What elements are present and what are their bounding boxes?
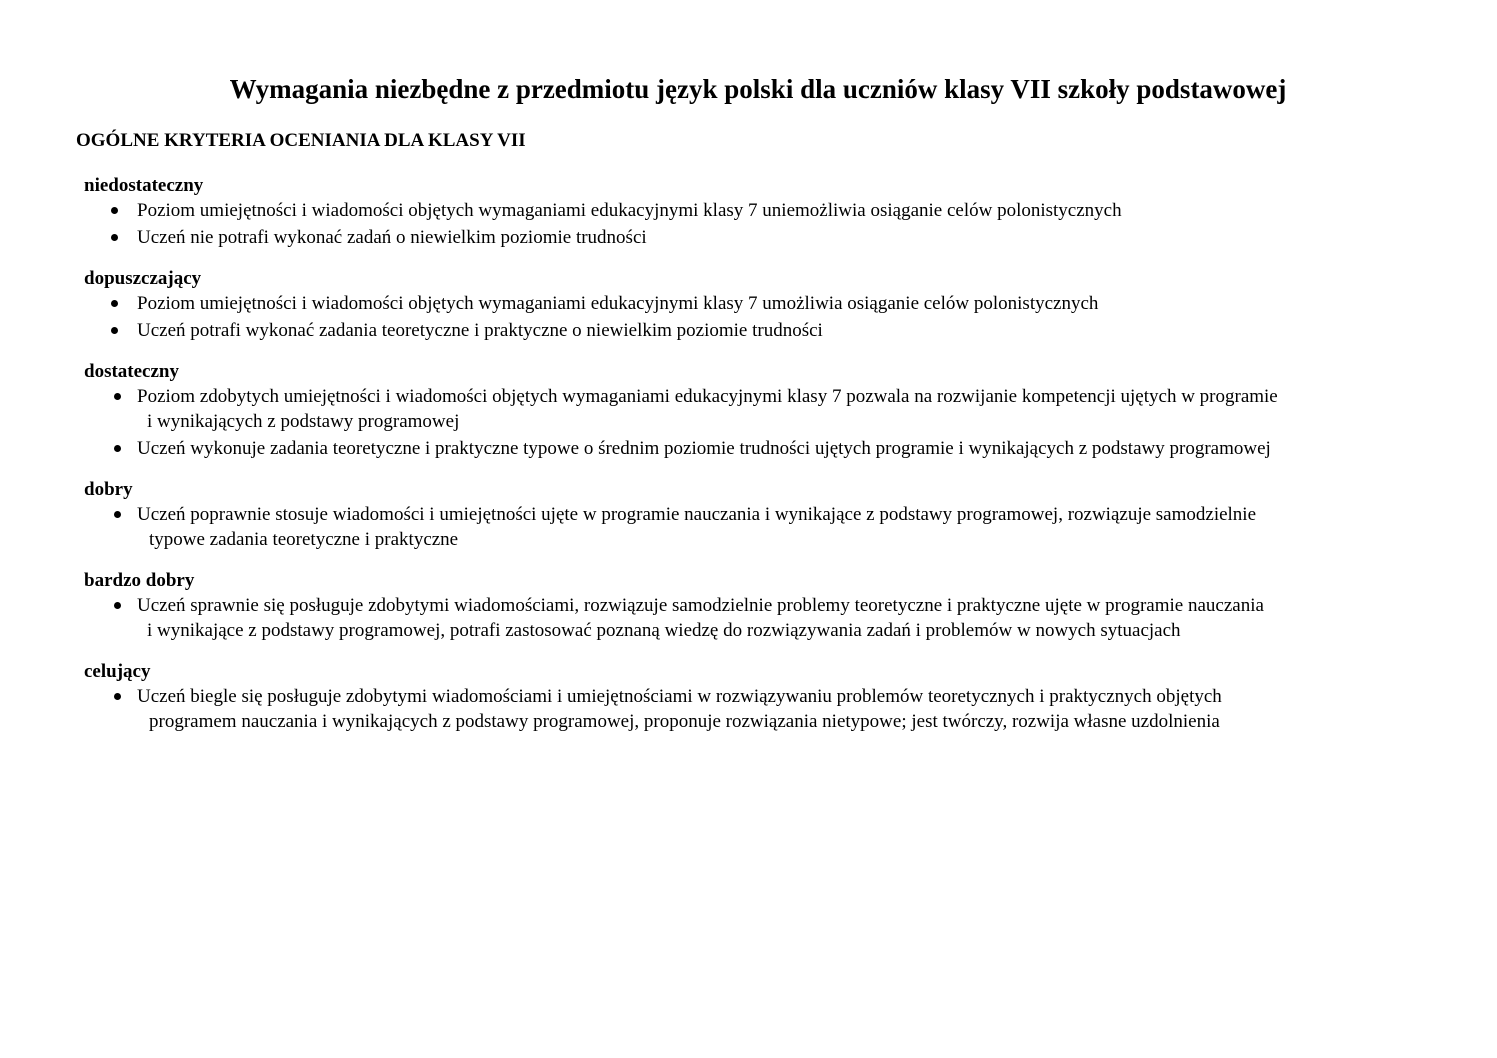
grade-section-dobry <box>0 478 1497 552</box>
criterion-item <box>0 198 1497 223</box>
criterion-item <box>0 436 1497 461</box>
document-title: Wymagania niezbędne z przedmiotu język polski dla uczniów klasy VII szkoły podstawowej <box>229 74 1287 104</box>
grade-name: dostateczny <box>84 361 179 382</box>
criterion-text: Poziom umiejętności i wiadomości objętych wymaganiami edukacyjnymi klasy 7 umożliwia osiąganie celów polonistycznych <box>137 293 1099 314</box>
criteria-list <box>0 593 1497 643</box>
criterion-text-continued: programem nauczania i wynikających z podstawy programowej, proponuje rozwiązania nietypowe; jest twórczy, rozwija własne uzdolnienia <box>149 711 1220 732</box>
grade-section-bardzo-dobry <box>0 569 1497 643</box>
grade-name: dobry <box>84 479 133 500</box>
criteria-list <box>0 291 1497 343</box>
bullet-icon <box>110 198 120 223</box>
criterion-text: Uczeń nie potrafi wykonać zadań o niewielkim poziomie trudności <box>137 227 647 248</box>
bullet-icon <box>113 684 123 709</box>
criterion-text: Uczeń biegle się posługuje zdobytymi wiadomościami i umiejętnościami w rozwiązywaniu problemów teoretycznych i praktycznych objętych <box>137 686 1222 707</box>
bullet-icon <box>113 593 123 618</box>
criterion-item <box>0 502 1497 552</box>
criterion-text: Uczeń poprawnie stosuje wiadomości i umiejętności ujęte w programie nauczania i wynikające z podstawy programowej, rozwiązuje samodzielnie <box>137 504 1257 525</box>
criterion-text-continued: i wynikające z podstawy programowej, potrafi zastosować poznaną wiedzę do rozwiązywania zadań i problemów w nowych sytuacjach <box>147 620 1181 641</box>
criteria-list <box>0 502 1497 552</box>
criterion-text: Uczeń potrafi wykonać zadania teoretyczne i praktyczne o niewielkim poziomie trudności <box>137 320 823 341</box>
criterion-item <box>0 593 1497 643</box>
section-heading: OGÓLNE KRYTERIA OCENIANIA DLA KLASY VII <box>76 130 526 151</box>
grade-criteria-list <box>0 174 1497 751</box>
bullet-icon <box>113 436 123 461</box>
criteria-list <box>0 384 1497 461</box>
criteria-list <box>0 198 1497 250</box>
criterion-text: Poziom zdobytych umiejętności i wiadomości objętych wymaganiami edukacyjnymi klasy 7 pozwala na rozwijanie kompetencji ujętych w programie <box>137 386 1278 407</box>
criterion-item <box>0 318 1497 343</box>
criterion-text: Uczeń wykonuje zadania teoretyczne i praktyczne typowe o średnim poziomie trudności ujętych programie i wynikających z podstawy programowej <box>137 438 1271 459</box>
criteria-list <box>0 684 1497 734</box>
grade-name: dopuszczający <box>84 268 202 289</box>
grade-name: celujący <box>84 661 151 682</box>
criterion-text: Poziom umiejętności i wiadomości objętych wymaganiami edukacyjnymi klasy 7 uniemożliwia osiąganie celów polonistycznych <box>137 200 1122 221</box>
criterion-item <box>0 225 1497 250</box>
grade-section-dostateczny <box>0 360 1497 461</box>
bullet-icon <box>113 502 123 527</box>
criterion-item <box>0 684 1497 734</box>
bullet-icon <box>110 225 120 250</box>
grade-name: niedostateczny <box>84 175 204 196</box>
criterion-text: Uczeń sprawnie się posługuje zdobytymi wiadomościami, rozwiązuje samodzielnie problemy teoretyczne i praktyczne ujęte w programie nauczania <box>137 595 1264 616</box>
bullet-icon <box>110 318 120 343</box>
criterion-item <box>0 291 1497 316</box>
criterion-item <box>0 384 1497 434</box>
grade-section-dopuszczajacy <box>0 267 1497 343</box>
grade-section-celujacy <box>0 660 1497 734</box>
grade-section-niedostateczny <box>0 174 1497 250</box>
bullet-icon <box>113 384 123 409</box>
criterion-text-continued: i wynikających z podstawy programowej <box>147 411 460 432</box>
criterion-text-continued: typowe zadania teoretyczne i praktyczne <box>149 529 459 550</box>
bullet-icon <box>110 291 120 316</box>
grade-name: bardzo dobry <box>84 570 195 591</box>
